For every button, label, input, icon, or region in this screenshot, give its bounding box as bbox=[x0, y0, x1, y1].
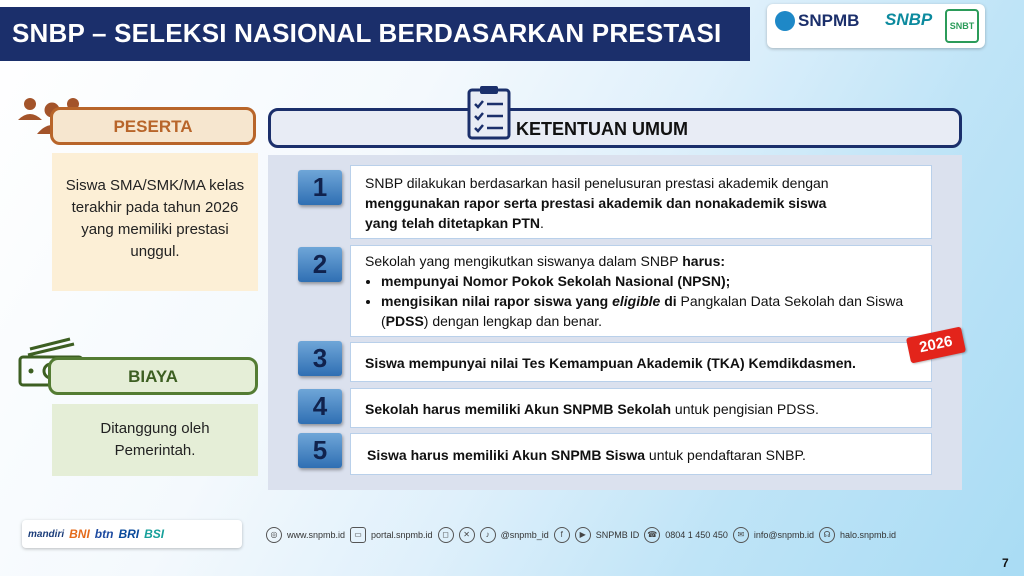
x-icon[interactable]: ✕ bbox=[459, 527, 475, 543]
rule-1-line-3-end: . bbox=[540, 215, 544, 231]
rule-1-line-2: menggunakan rapor serta prestasi akademik dan nonakademik siswa bbox=[365, 195, 827, 211]
rule-2-intro-bold: harus: bbox=[682, 253, 726, 269]
phone-number: 0804 1 450 450 bbox=[665, 530, 728, 540]
year-tag: 2026 bbox=[906, 326, 966, 363]
rule-1-line-1: SNBP dilakukan berdasarkan hasil penelusuran prestasi akademik dengan bbox=[365, 175, 829, 191]
rule-number-5: 5 bbox=[298, 433, 342, 468]
rule-2-bullet-2-a: mengisikan nilai rapor siswa yang bbox=[381, 293, 613, 309]
biaya-label: BIAYA bbox=[128, 367, 178, 386]
snbt-logo: SNBT bbox=[945, 9, 979, 43]
rule-number-2: 2 bbox=[298, 247, 342, 282]
youtube-icon[interactable]: ▶ bbox=[575, 527, 591, 543]
instagram-icon[interactable]: ◻ bbox=[438, 527, 454, 543]
page-title: SNBP – SELEKSI NASIONAL BERDASARKAN PRESTASI bbox=[12, 18, 722, 48]
helpdesk-link[interactable]: halo.snpmb.id bbox=[840, 530, 897, 540]
rule-3 bbox=[350, 342, 932, 382]
rule-2-intro: Sekolah yang mengikutkan siswanya dalam SNBP bbox=[365, 253, 683, 269]
portal-link[interactable]: portal.snpmb.id bbox=[371, 530, 433, 540]
rule-2-bullet-2-c: di bbox=[660, 293, 677, 309]
snpmb-logo-text: SNPMB bbox=[798, 11, 860, 30]
rule-4-text bbox=[365, 399, 925, 419]
biaya-description: Ditanggung oleh Pemerintah. bbox=[100, 420, 210, 459]
page-number: 7 bbox=[1002, 556, 1009, 570]
rule-1-text bbox=[365, 173, 925, 233]
facebook-icon[interactable]: f bbox=[554, 527, 570, 543]
rule-1 bbox=[350, 165, 932, 239]
ketentuan-header bbox=[268, 108, 962, 148]
rule-5 bbox=[350, 433, 932, 475]
snbp-logo: SNBP bbox=[885, 10, 933, 29]
peserta-header bbox=[50, 107, 256, 145]
tiktok-icon[interactable]: ♪ bbox=[480, 527, 496, 543]
rule-5-bold: Siswa harus memiliki Akun SNPMB Siswa bbox=[367, 447, 646, 463]
website-link[interactable]: www.snpmb.id bbox=[287, 530, 346, 540]
rule-2-bullet-1: mempunyai Nomor Pokok Sekolah Nasional (NPSN); bbox=[381, 273, 731, 289]
bank-logos bbox=[22, 520, 242, 548]
title-bar bbox=[0, 7, 750, 61]
rule-2-text bbox=[365, 251, 925, 331]
peserta-card bbox=[52, 153, 258, 291]
bank-logo-mandiri: mandiri bbox=[28, 528, 65, 540]
rule-2-bullet-2-b: eligible bbox=[612, 293, 661, 309]
email-link[interactable]: info@snpmb.id bbox=[753, 530, 814, 540]
biaya-card bbox=[52, 404, 258, 476]
biaya-header bbox=[48, 357, 258, 395]
rule-5-text bbox=[367, 445, 927, 465]
rule-2 bbox=[350, 245, 932, 337]
monitor-icon: ▭ bbox=[350, 527, 366, 543]
snpmb-logo-mark-icon bbox=[775, 11, 795, 31]
rule-2-bullet-2-f: ) dengan lengkap dan benar. bbox=[423, 313, 603, 329]
checklist-icon bbox=[466, 84, 512, 140]
email-icon: ✉ bbox=[733, 527, 749, 543]
contact-bar bbox=[266, 525, 896, 545]
bank-logo-bni: BNI bbox=[69, 527, 90, 541]
bank-logo-bri: BRI bbox=[118, 527, 140, 541]
rule-number-4: 4 bbox=[298, 389, 342, 424]
rule-2-bullet-2-d: Pangkalan Data Sekolah dan Siswa ( bbox=[381, 293, 904, 329]
rule-3-bold: Siswa mempunyai nilai Tes Kemampuan Akademik (TKA) Kemdikdasmen. bbox=[365, 355, 856, 371]
youtube-channel: SNPMB ID bbox=[595, 530, 640, 540]
snpmb-logo bbox=[775, 11, 859, 31]
rule-number-1: 1 bbox=[298, 170, 342, 205]
rule-2-bullet-2-e: PDSS bbox=[385, 313, 424, 329]
bank-logo-bsi: BSI bbox=[144, 527, 165, 541]
social-handle: @snpmb_id bbox=[500, 530, 549, 540]
globe-icon: ◎ bbox=[266, 527, 282, 543]
rule-3-text bbox=[365, 353, 925, 373]
headset-icon: ☊ bbox=[819, 527, 835, 543]
phone-icon: ☎ bbox=[644, 527, 660, 543]
rule-1-line-3: yang telah ditetapkan PTN bbox=[365, 215, 541, 231]
rule-4-rest: untuk pengisian PDSS. bbox=[671, 401, 819, 417]
peserta-description: Siswa SMA/SMK/MA kelas terakhir pada tahun 2026 yang memiliki prestasi unggul. bbox=[65, 177, 245, 260]
rule-4-bold: Sekolah harus memiliki Akun SNPMB Sekolah bbox=[365, 401, 672, 417]
logo-strip bbox=[767, 4, 985, 48]
rule-5-rest: untuk pendaftaran SNBP. bbox=[645, 447, 806, 463]
ketentuan-label: KETENTUAN UMUM bbox=[516, 119, 688, 139]
bank-logo-btn: btn bbox=[94, 527, 114, 541]
peserta-label: PESERTA bbox=[113, 117, 193, 136]
rule-number-3: 3 bbox=[298, 341, 342, 376]
rule-4 bbox=[350, 388, 932, 428]
